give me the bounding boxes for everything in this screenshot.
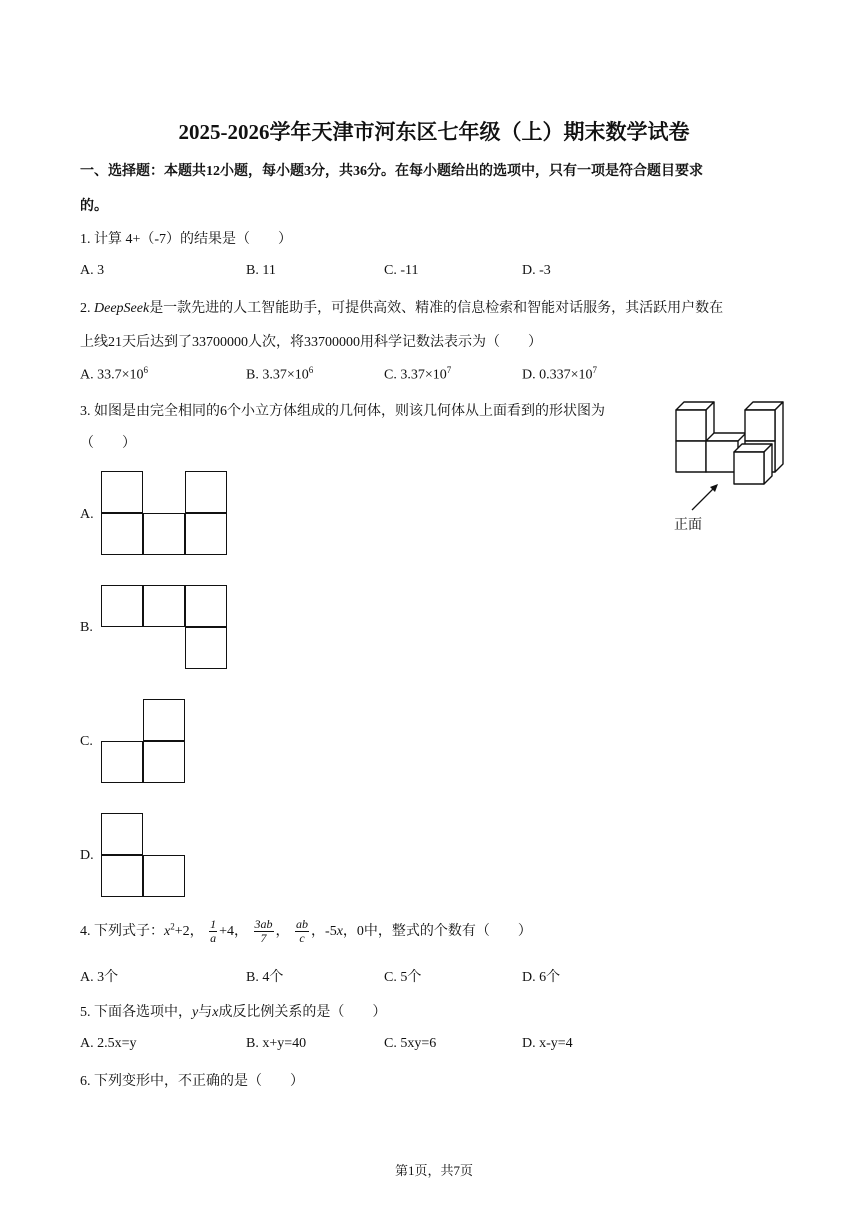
front-label: 正面 [674, 517, 702, 533]
section-heading-line2: 的。 [80, 199, 108, 214]
question-6-stem: 6. 下列变形中，不正确的是（ ） [80, 1074, 304, 1089]
q3-option-a-label: A. [80, 507, 94, 522]
q3-option-d-label: D. [80, 848, 94, 863]
q1-option-a: A. 3 [80, 263, 105, 278]
q3-option-b-figure [101, 585, 231, 673]
q1-option-c: C. -11 [384, 263, 419, 278]
q2-option-b: B. $3.37\times 10^6$ [246, 365, 314, 383]
question-3-stem-line1: 3. 如图是由完全相同的6个小立方体组成的几何体，则该几何体从上面看到的形状图为 [80, 404, 605, 419]
q2-option-d: D. $0.337\times 10^7$ [522, 365, 598, 383]
question-5-stem: 5. 下面各选项中，y与x成反比例关系的是（ ） [80, 1005, 387, 1020]
q2-option-c: C. $3.37\times 10^7$ [384, 365, 452, 383]
q4-option-a: A. 3个 [80, 970, 119, 985]
q2-stem-text: 是一款先进的人工智能助手，可提供高效、精准的信息检索和智能对话服务，其活跃用户数在 [149, 301, 724, 316]
page-footer: 第1页，共7页 [394, 1163, 473, 1178]
cube-stack-figure [668, 392, 793, 537]
question-1-stem: 1. 计算 4+（-7）的结果是（ ） [80, 232, 293, 247]
q1-option-b: B. 11 [246, 263, 276, 278]
question-3-stem-line2: （ ） [80, 436, 136, 451]
q3-option-d-figure [101, 813, 189, 901]
q5-option-d: D. x-y=4 [522, 1036, 573, 1051]
q4-option-d: D. 6个 [522, 970, 561, 985]
q3-option-b-label: B. [80, 620, 93, 635]
q3-option-a-figure [101, 471, 231, 559]
fraction-ab-over-c: $\frac{ab}{c}$ [296, 917, 309, 946]
q4-option-b: B. 4个 [246, 970, 284, 985]
q2-number: 2. [80, 301, 94, 316]
q4-option-c: C. 5个 [384, 970, 422, 985]
q3-option-c-label: C. [80, 734, 93, 749]
question-2-stem-line2: 上线21天后达到了33700000人次，将33700000用科学记数法表示为（ ） [80, 335, 542, 350]
q3-option-c-figure [101, 699, 189, 787]
fraction-3ab-over-7: $\frac{3ab}{7}$ [254, 917, 273, 946]
q2-brand: DeepSeek [94, 301, 150, 316]
q1-option-d: D. -3 [522, 263, 551, 278]
q5-option-c: C. 5xy=6 [384, 1036, 437, 1051]
q5-option-a: A. 2.5x=y [80, 1036, 137, 1051]
page-title: 2025-2026学年天津市河东区七年级（上）期末数学试卷 [178, 120, 690, 144]
fraction-1-over-a: $\frac{1}{a}$ [210, 917, 217, 946]
question-2-stem-line1 [80, 297, 723, 317]
question-4-stem: 4. 下列式子：$x^2+2$， $\frac{1}{a}$ +4， $\frac{3ab}{7}$ ， $\frac{ab}{c}$ ，-5x，0中，整式的个数有（ ） [80, 917, 532, 946]
q2-option-a: A. $33.7\times 10^6$ [80, 365, 149, 383]
section-heading-line1: 一、选择题：本题共12小题，每小题3分，共36分。在每小题给出的选项中，只有一项是符合题目要求 [80, 164, 703, 179]
q5-option-b: B. x+y=40 [246, 1036, 307, 1051]
